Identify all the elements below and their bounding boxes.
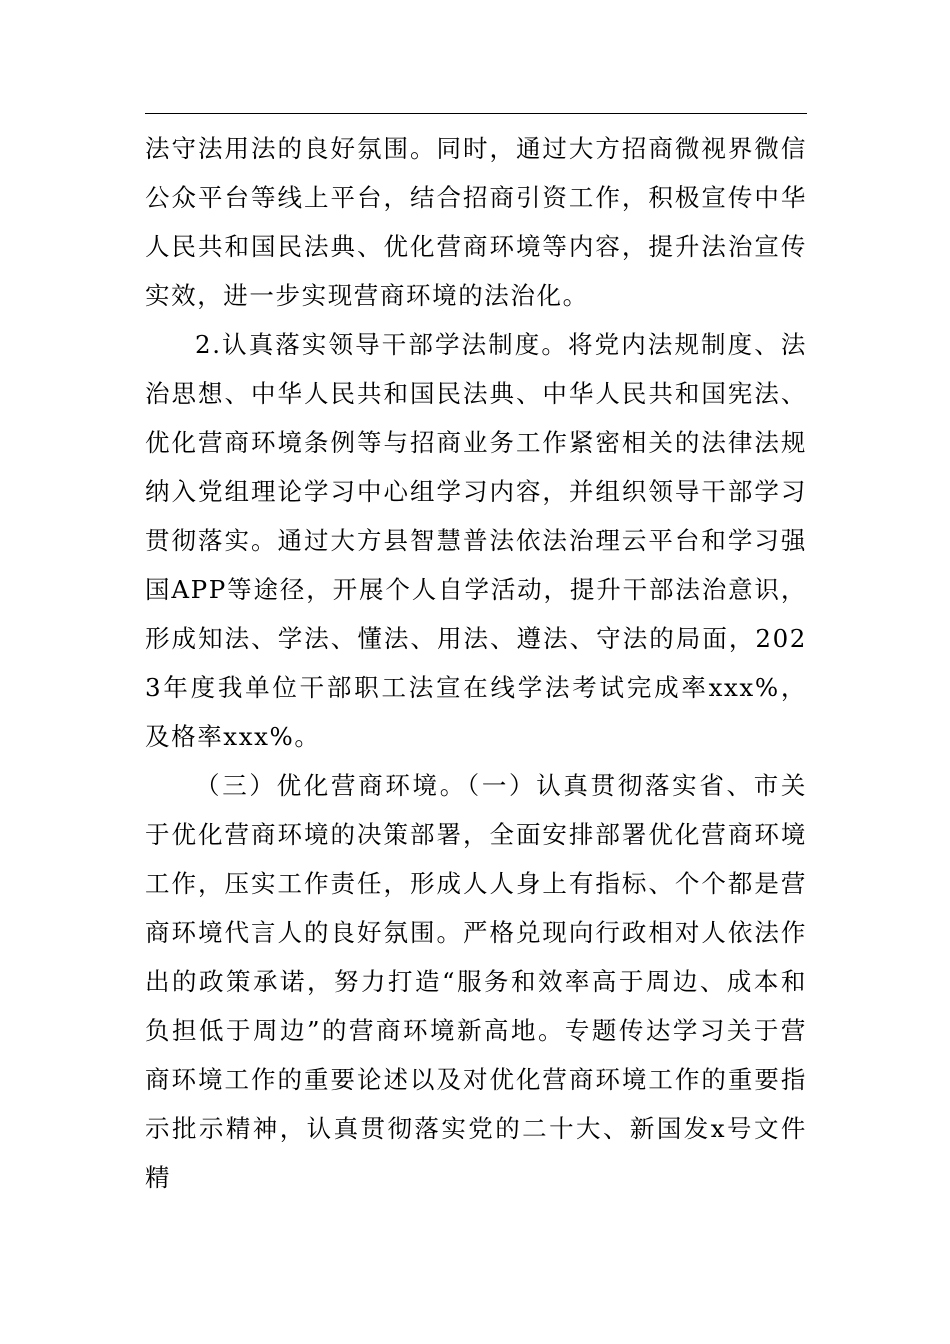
- paragraph-business-environment: （三）优化营商环境。（一）认真贯彻落实省、市关于优化营商环境的决策部署，全面安排部署优化营商环境工作，压实工作责任，形成人人身上有指标、个个都是营商环境代言人的良好氛围。严格兑现向行政相对人依法作出的政策承诺，努力打造“服务和效率高于周边、成本和负担低于周边”的营商环境新高地。专题传达学习关于营商环境工作的重要论述以及对优化营商环境工作的重要指示批示精神，认真贯彻落实党的二十大、新国发x号文件精: [145, 771, 807, 1192]
- paragraph-legal-publicity-continued: 法守法用法的良好氛围。同时，通过大方招商微视界微信公众平台等线上平台，结合招商引资工作，积极宣传中华人民共和国民法典、优化营商环境等内容，提升法治宣传实效，进一步实现营商环境的法治化。: [145, 134, 807, 310]
- document-body: [145, 124, 807, 1202]
- header-rule: [145, 113, 807, 114]
- paragraph-leader-study-system: 2.认真落实领导干部学法制度。将党内法规制度、法治思想、中华人民共和国民法典、中华人民共和国宪法、优化营商环境条例等与招商业务工作紧密相关的法律法规纳入党组理论学习中心组学习内容，并组织领导干部学习贯彻落实。通过大方县智慧普法依法治理云平台和学习强国APP等途径，开展个人自学活动，提升干部法治意识，形成知法、学法、懂法、用法、遵法、守法的局面，2023年度我单位干部职工法宣在线学法考试完成率xxx%，及格率xxx%。: [145, 330, 807, 751]
